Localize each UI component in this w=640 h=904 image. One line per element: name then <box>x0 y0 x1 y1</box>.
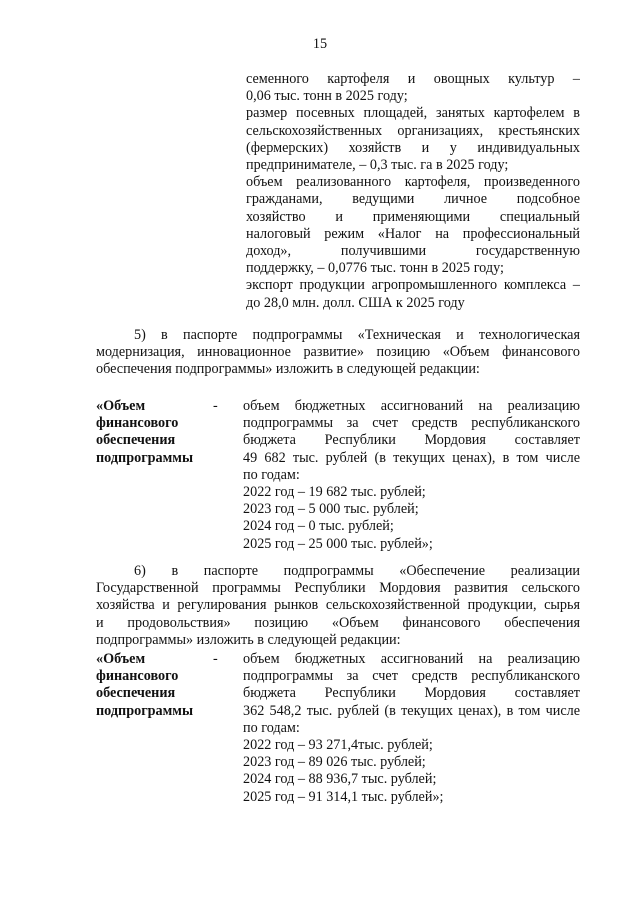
text-line: 2024 год – 88 936,7 тыс. рублей; <box>243 771 437 788</box>
text-line: 5) в паспорте подпрограммы «Техническая и технологическая <box>134 327 580 343</box>
label-line: подпрограммы <box>96 449 194 466</box>
text-line: доход», получившими государственную <box>246 243 580 260</box>
item-6-paragraph <box>96 563 580 649</box>
text-line: подпрограммы» изложить в следующей редакции: <box>96 631 401 648</box>
text-line: подпрограммы за счет средств республиканского <box>243 415 580 432</box>
text-line: обеспечения подпрограммы» изложить в следующей редакции: <box>96 361 480 378</box>
text-line: экспорт продукции агропромышленного комплекса – <box>246 277 580 294</box>
item-5-paragraph <box>96 327 580 379</box>
label-line: финансового <box>96 415 179 432</box>
text-line: объем бюджетных ассигнований на реализацию <box>243 398 580 414</box>
text-line: 2025 год – 25 000 тыс. рублей»; <box>243 535 433 552</box>
text-line: хозяйства и регулирования рынков сельскохозяйственной продукции, сырья <box>96 597 580 614</box>
text-line: 49 682 тыс. рублей (в текущих ценах), в том числе <box>243 449 580 466</box>
label-dash: - <box>213 398 218 414</box>
text-line: до 28,0 млн. долл. США к 2025 году <box>246 294 465 311</box>
text-line: по годам: <box>243 466 300 483</box>
label-line: обеспечения <box>96 685 176 702</box>
label-line: «Объем <box>96 651 146 667</box>
financing-value-2 <box>243 651 580 806</box>
text-line: (фермерских) хозяйств и у индивидуальных <box>246 139 580 156</box>
text-line: подпрограммы за счет средств республиканского <box>243 668 580 685</box>
text-line: гражданами, ведущими личное подсобное <box>246 191 580 208</box>
text-line: семенного картофеля и овощных культур – <box>246 71 580 87</box>
label-line: обеспечения <box>96 432 176 449</box>
label-line: финансового <box>96 668 179 685</box>
text-line: бюджета Республики Мордовия составляет <box>243 432 580 449</box>
text-line: 2025 год – 91 314,1 тыс. рублей»; <box>243 788 444 805</box>
financing-value-1 <box>243 398 580 553</box>
text-line: 2022 год – 93 271,4тыс. рублей; <box>243 737 433 754</box>
text-line: бюджета Республики Мордовия составляет <box>243 685 580 702</box>
text-line: налоговый режим «Налог на профессиональный <box>246 225 580 242</box>
text-line: размер посевных площадей, занятых картофелем в <box>246 105 580 122</box>
text-line: 2023 год – 5 000 тыс. рублей; <box>243 501 419 518</box>
text-line: 2024 год – 0 тыс. рублей; <box>243 518 394 535</box>
text-line: модернизация, инновационное развитие» позицию «Объем финансового <box>96 344 580 361</box>
text-line: 6) в паспорте подпрограммы «Обеспечение реализации <box>134 563 580 579</box>
text-line: 2022 год – 19 682 тыс. рублей; <box>243 484 426 501</box>
text-line: 362 548,2 тыс. рублей (в текущих ценах), в том числе <box>243 702 580 719</box>
text-line: поддержку, – 0,0776 тыс. тонн в 2025 году; <box>246 260 504 277</box>
text-line: сельскохозяйственных организациях, крестьянских <box>246 122 580 139</box>
text-line: 0,06 тыс. тонн в 2025 году; <box>246 88 408 105</box>
label-dash: - <box>213 651 218 667</box>
page-number: 15 <box>312 36 328 52</box>
indicators-continuation <box>246 71 580 312</box>
text-line: по годам: <box>243 719 300 736</box>
label-line: подпрограммы <box>96 702 194 719</box>
text-line: предпринимателе, – 0,3 тыс. га в 2025 году; <box>246 157 509 174</box>
text-line: объем реализованного картофеля, произведенного <box>246 174 580 191</box>
label-line: «Объем <box>96 398 146 414</box>
text-line: 2023 год – 89 026 тыс. рублей; <box>243 754 426 771</box>
financing-label-2 <box>96 651 236 720</box>
text-line: хозяйство и применяющими специальный <box>246 208 580 225</box>
financing-label-1 <box>96 398 236 467</box>
text-line: объем бюджетных ассигнований на реализацию <box>243 651 580 667</box>
text-line: и продовольствия» позицию «Объем финансового обеспечения <box>96 614 580 631</box>
text-line: Государственной программы Республики Мордовия развития сельского <box>96 580 580 597</box>
